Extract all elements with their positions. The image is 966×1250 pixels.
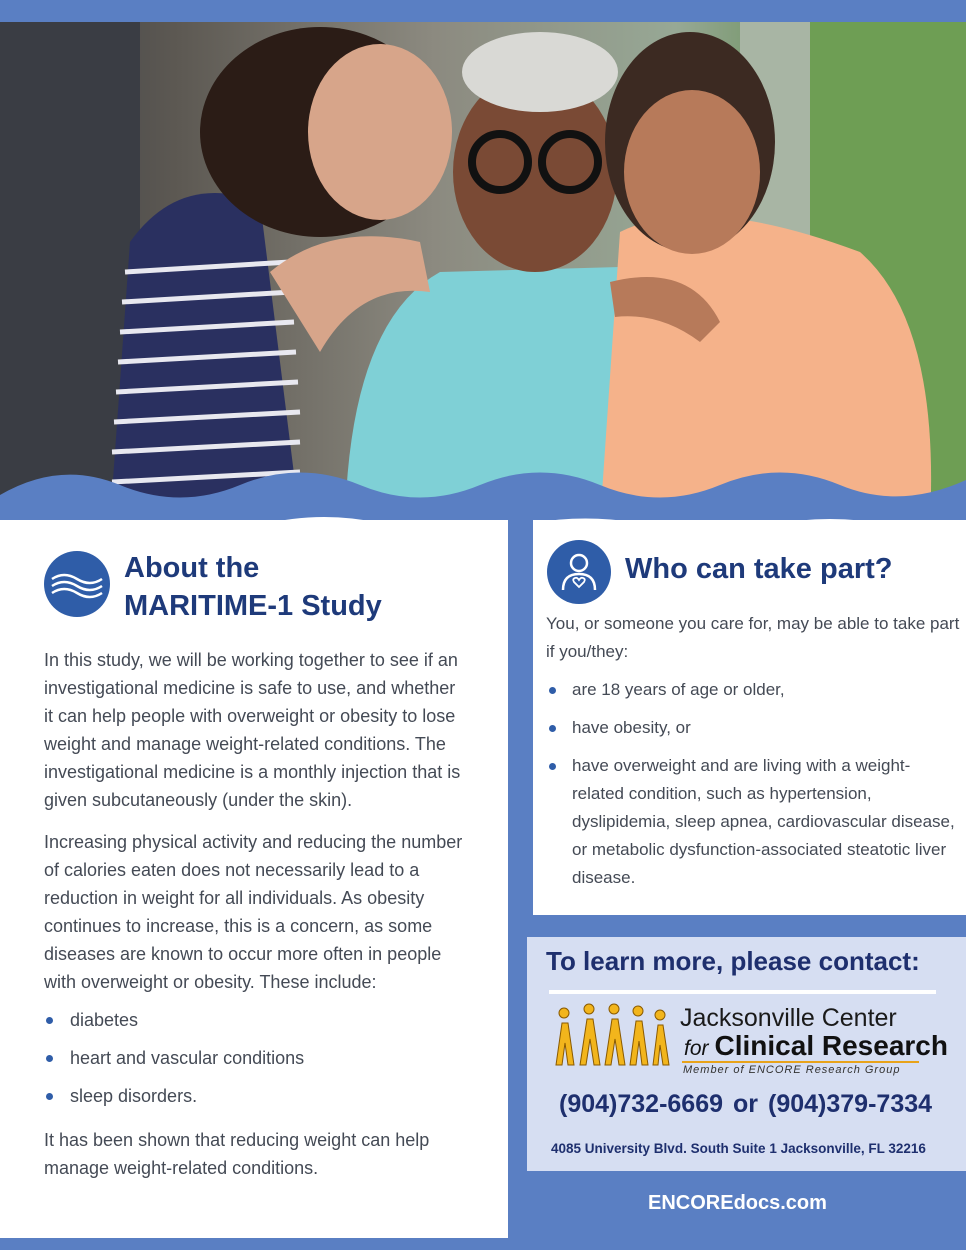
conditions-list: [70, 1006, 490, 1120]
hero-photo: [0, 22, 966, 522]
about-heading: [124, 549, 382, 625]
phone-2[interactable]: (904)379-7334: [768, 1090, 933, 1118]
logo-name-line1: Jacksonville Center: [680, 1004, 897, 1032]
phone-numbers: [559, 1090, 932, 1119]
list-item: heart and vascular conditions: [70, 1044, 490, 1072]
address: 4085 University Blvd. South Suite 1 Jacksonville, FL 32216: [551, 1141, 926, 1156]
about-paragraph-1: In this study, we will be working together to see if an investigational medicine is safe to use, and whether it can help people with overweight or obesity to lose weight and manage weight-related conditions. The investigational medicine is a monthly injection that is given subcutaneously (under the skin).: [44, 650, 461, 810]
phone-1[interactable]: (904)732-6669: [559, 1090, 724, 1118]
top-bar: [0, 0, 966, 22]
phone-separator: or: [733, 1090, 759, 1118]
water-waves-icon: [44, 551, 110, 617]
about-paragraph-3: It has been shown that reducing weight can help manage weight-related conditions.: [44, 1130, 430, 1178]
logo-name-bold: Clinical Research: [714, 1030, 948, 1061]
logo-name-line2: [684, 1030, 948, 1062]
website-link[interactable]: ENCOREdocs.com: [648, 1192, 827, 1214]
list-item: have overweight and are living with a weight-related condition, such as hypertension, dyslipidemia, sleep apnea, cardiovascular disease, or metabolic dysfunction-associated steatotic liver disease.: [572, 752, 960, 892]
list-item: are 18 years of age or older,: [572, 676, 960, 704]
bottom-bar: [0, 1238, 966, 1250]
divider: [549, 990, 936, 994]
eligibility-list: [572, 676, 960, 902]
logo-for: for: [684, 1037, 709, 1060]
about-paragraph-2: Increasing physical activity and reducing the number of calories eaten does not necessarily lead to a reduction in weight for all individuals. As obesity continues to increase, this is a concern, as some diseases are known to occur more often in people with overweight or obesity. These include:: [44, 832, 463, 992]
list-item: diabetes: [70, 1006, 490, 1034]
eligibility-intro: You, or someone you care for, may be able to take part if you/they:: [546, 614, 960, 661]
logo-underline: [682, 1061, 919, 1063]
logo-subtitle: Member of ENCORE Research Group: [683, 1064, 901, 1076]
list-item: sleep disorders.: [70, 1082, 490, 1110]
contact-heading: To learn more, please contact:: [546, 946, 920, 976]
logo-figures-icon: [552, 1003, 672, 1069]
eligibility-heading: Who can take part?: [625, 553, 893, 585]
list-item: have obesity, or: [572, 714, 960, 742]
about-heading-line2: MARITIME-1 Study: [124, 590, 382, 622]
about-heading-line1: About the: [124, 552, 260, 584]
person-heart-icon: [547, 540, 611, 604]
